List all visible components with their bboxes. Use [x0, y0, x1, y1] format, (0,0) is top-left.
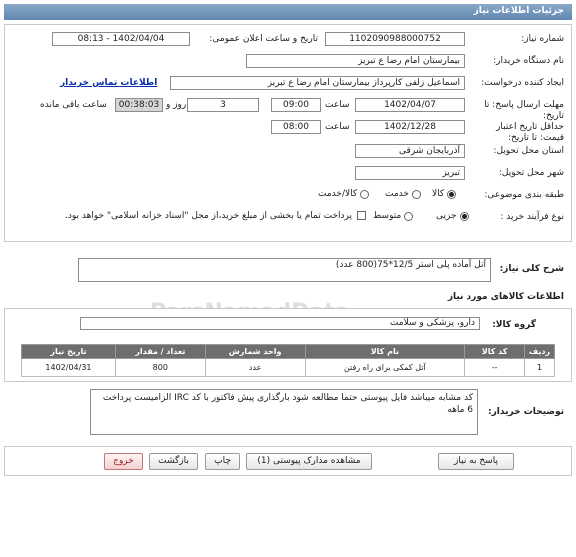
announce-field: 1402/04/04 - 08:13	[52, 32, 190, 46]
send-time-field: 09:00	[271, 98, 321, 112]
treasury-payment-note: پرداخت تمام یا بخشی از مبلغ خرید،از محل "اسناد خزانه اسلامی" خواهد بود.	[64, 211, 352, 221]
days-remaining-field: 3	[187, 98, 259, 112]
send-date-field: 1402/04/07	[355, 98, 465, 112]
table-header-row	[22, 345, 555, 359]
province-field: آذربایجان شرقی	[355, 144, 465, 158]
table-cell-goods-code: --	[465, 359, 525, 377]
column-header: ردیف	[525, 345, 555, 359]
buyer-field: بیمارستان امام رضا ع تبریز	[246, 54, 465, 68]
table-cell-row-number: 1	[525, 359, 555, 377]
goods-section-title: اطلاعات کالاهای مورد نیاز	[447, 292, 564, 302]
time-remaining-field: 00:38:03	[115, 98, 163, 112]
table-row	[22, 359, 555, 377]
category-option-service[interactable]	[385, 189, 421, 199]
page-header	[4, 4, 572, 20]
buyer-label: نام دستگاه خریدار:	[493, 56, 564, 66]
process-option-medium[interactable]	[373, 211, 413, 221]
radio-empty-icon[interactable]	[404, 212, 413, 221]
announce-label: تاریخ و ساعت اعلان عمومی:	[209, 34, 318, 44]
goods-table	[21, 344, 555, 377]
print-button[interactable]: چاپ	[205, 453, 240, 470]
validity-date-field: 1402/12/28	[355, 120, 465, 134]
need-number-field: 1102090988000752	[325, 32, 465, 46]
category-option-goods[interactable]	[432, 189, 456, 199]
radio-selected-icon[interactable]	[447, 190, 456, 199]
city-field: تبریز	[355, 166, 465, 180]
time-remaining-label: ساعت باقی مانده	[40, 100, 107, 110]
creator-field: اسماعیل زلفی کارپرداز بیمارستان امام رضا ع تبریز	[170, 76, 465, 90]
send-time-label: ساعت	[325, 100, 350, 110]
process-option-label: متوسط	[373, 211, 402, 221]
creator-label: ایجاد کننده درخواست:	[481, 78, 564, 88]
column-header: تعداد / مقدار	[115, 345, 205, 359]
goods-group-field: دارو، پزشکی و سلامت	[80, 317, 480, 330]
column-header: واحد شمارش	[205, 345, 305, 359]
reply-button[interactable]: پاسخ به نیاز	[438, 453, 514, 470]
category-option-label: کالا/خدمت	[318, 189, 358, 199]
category-option-label: کالا	[432, 189, 445, 199]
view-attachments-button[interactable]: مشاهده مدارک پیوستی (1)	[246, 453, 372, 470]
back-button[interactable]: بازگشت	[149, 453, 198, 470]
validity-time-field: 08:00	[271, 120, 321, 134]
process-option-label: جزیی	[436, 211, 457, 221]
goods-group-label: گروه کالا:	[492, 320, 536, 330]
process-option-minor[interactable]	[436, 211, 469, 221]
validity-time-label: ساعت	[325, 122, 350, 132]
category-option-goods-service[interactable]	[318, 189, 369, 199]
table-cell-need-date: 1402/04/31	[22, 359, 116, 377]
buyer-notes-field: کد مشابه میباشد فایل پیوستی حتما مطالعه شود بارگذاری پیش فاکتور با کد IRC الزامیست پرداخت 6 ماهه	[90, 389, 478, 435]
summary-label: شرح کلی نیاز:	[499, 264, 564, 274]
table-cell-quantity: 800	[115, 359, 205, 377]
days-label: روز و	[166, 100, 187, 110]
radio-selected-icon[interactable]	[460, 212, 469, 221]
page-title: جزئیات اطلاعات نیاز	[473, 6, 564, 16]
province-label: استان محل تحویل:	[493, 146, 564, 156]
category-option-label: خدمت	[385, 189, 409, 199]
exit-button[interactable]: خروج	[104, 453, 143, 470]
price-validity-label: حداقل تاریخ اعتبار قیمت: تا تاریخ:	[496, 122, 564, 143]
need-number-label: شماره نیاز:	[521, 34, 564, 44]
table-cell-goods-name: آتل کمکی برای راه رفتن	[305, 359, 465, 377]
city-label: شهر محل تحویل:	[498, 168, 564, 178]
category-label: طبقه بندی موضوعی:	[484, 190, 564, 200]
radio-empty-icon[interactable]	[412, 190, 421, 199]
table-cell-unit: عدد	[205, 359, 305, 377]
column-header: تاریخ نیاز	[22, 345, 116, 359]
treasury-payment-checkbox[interactable]	[357, 211, 366, 220]
summary-field: آتل آماده پلی استر 12/5*75(800 عدد)	[78, 258, 491, 282]
radio-empty-icon[interactable]	[360, 190, 369, 199]
column-header: کد کالا	[465, 345, 525, 359]
column-header: نام کالا	[305, 345, 465, 359]
process-type-label: نوع فرآیند خرید :	[500, 212, 564, 222]
buyer-contact-link[interactable]: اطلاعات تماس خریدار	[60, 78, 158, 88]
buyer-notes-label: توضیحات خریدار:	[488, 407, 564, 417]
send-deadline-label: مهلت ارسال پاسخ: تا تاریخ:	[484, 100, 564, 121]
